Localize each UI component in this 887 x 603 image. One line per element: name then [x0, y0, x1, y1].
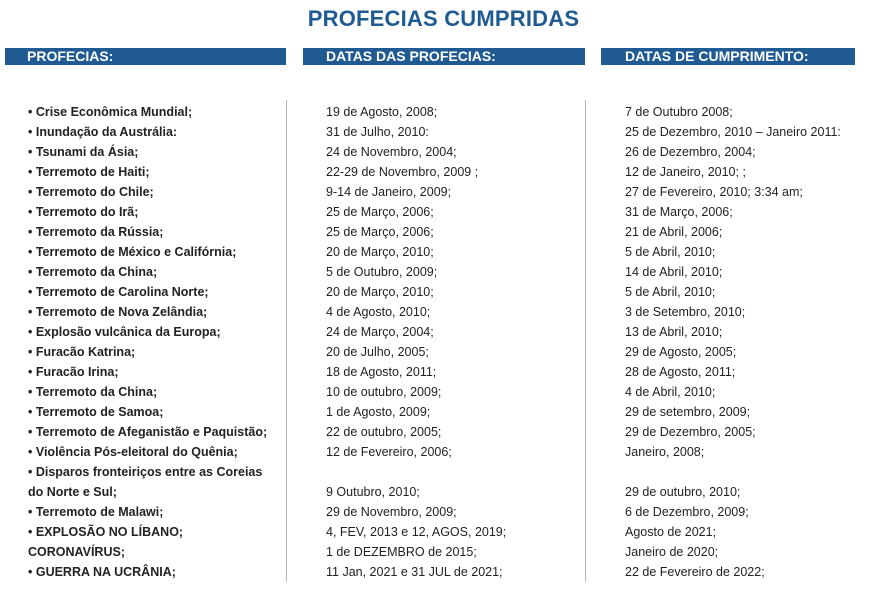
prophecy-date-cell: 24 de Novembro, 2004;	[326, 145, 457, 159]
prophecy-date-cell: 20 de Março, 2010;	[326, 285, 434, 299]
prophecy-cell: • Furacão Katrina;	[28, 345, 136, 359]
prophecy-date-cell: 18 de Agosto, 2011;	[326, 365, 437, 379]
header-profecias: PROFECIAS:	[5, 48, 286, 65]
prophecy-cell: • Terremoto de México e Califórnia;	[28, 245, 237, 259]
fulfillment-date-cell: 26 de Dezembro, 2004;	[625, 145, 756, 159]
prophecy-cell: • Terremoto de Haiti;	[28, 165, 150, 179]
prophecy-date-cell: 5 de Outubro, 2009;	[326, 265, 438, 279]
prophecy-cell: • Crise Econômica Mundial;	[28, 105, 193, 119]
fulfillment-date-cell: 7 de Outubro 2008;	[625, 105, 733, 119]
fulfillment-date-cell: Janeiro de 2020;	[625, 545, 719, 559]
fulfillment-date-cell: 25 de Dezembro, 2010 – Janeiro 2011:	[625, 125, 841, 139]
prophecy-date-cell	[326, 462, 506, 482]
prophecy-date-cell: 11 Jan, 2021 e 31 JUL de 2021;	[326, 565, 503, 579]
fulfillment-date-cell: 3 de Setembro, 2010;	[625, 305, 746, 319]
prophecy-date-cell: 20 de Julho, 2005;	[326, 345, 429, 359]
prophecy-date-cell: 9-14 de Janeiro, 2009;	[326, 185, 452, 199]
fulfillment-date-cell: 12 de Janeiro, 2010; ;	[625, 165, 746, 179]
prophecy-cell: • EXPLOSÃO NO LÍBANO;	[28, 525, 184, 539]
prophecy-date-cell: 1 de Agosto, 2009;	[326, 405, 431, 419]
prophecy-date-cell: 10 de outubro, 2009;	[326, 385, 442, 399]
fulfillment-date-cell: 28 de Agosto, 2011;	[625, 365, 736, 379]
fulfillment-date-cell: 29 de Agosto, 2005;	[625, 345, 737, 359]
column-datas-profecias	[326, 102, 506, 582]
page-title: PROFECIAS CUMPRIDAS	[307, 6, 580, 31]
prophecy-cell: • GUERRA NA UCRÂNIA;	[28, 565, 176, 579]
prophecy-cell: • Terremoto de Carolina Norte;	[28, 285, 209, 299]
fulfillment-date-cell: 5 de Abril, 2010;	[625, 285, 716, 299]
prophecy-date-cell: 4, FEV, 2013 e 12, AGOS, 2019;	[326, 525, 507, 539]
fulfillment-date-cell: Agosto de 2021;	[625, 525, 717, 539]
prophecy-cell: • Violência Pós-eleitoral do Quênia;	[28, 445, 238, 459]
fulfillment-date-cell: 31 de Março, 2006;	[625, 205, 733, 219]
prophecy-cell: CORONAVÍRUS;	[28, 545, 125, 559]
prophecy-cell: • Terremoto de Afeganistão e Paquistão;	[28, 425, 268, 439]
fulfillment-date-cell: 13 de Abril, 2010;	[625, 325, 723, 339]
prophecy-date-cell: 22 de outubro, 2005;	[326, 425, 442, 439]
prophecy-date-cell: 24 de Março, 2004;	[326, 325, 434, 339]
prophecy-cell: • Furacão Irina;	[28, 365, 119, 379]
fulfillment-date-cell: 29 de outubro, 2010;	[625, 485, 741, 499]
fulfillment-date-cell: 29 de setembro, 2009;	[625, 405, 751, 419]
column-divider	[585, 100, 586, 582]
prophecy-cell: • Inundação da Austrália:	[28, 125, 178, 139]
fulfillment-date-cell	[625, 462, 841, 482]
prophecy-date-cell: 12 de Fevereiro, 2006;	[326, 445, 452, 459]
prophecy-cell: do Norte e Sul;	[28, 485, 117, 499]
fulfillment-date-cell: Janeiro, 2008;	[625, 445, 705, 459]
prophecy-cell: • Tsunami da Ásia;	[28, 145, 139, 159]
fulfillment-date-cell: 29 de Dezembro, 2005;	[625, 425, 756, 439]
column-profecias	[28, 102, 267, 582]
fulfillment-date-cell: 27 de Fevereiro, 2010; 3:34 am;	[625, 185, 803, 199]
prophecy-cell: • Terremoto do Chile;	[28, 185, 154, 199]
prophecy-date-cell: 1 de DEZEMBRO de 2015;	[326, 545, 477, 559]
prophecy-cell: • Terremoto da China;	[28, 385, 158, 399]
header-datas-cumprimento: DATAS DE CUMPRIMENTO:	[601, 48, 855, 65]
fulfillment-date-cell: 14 de Abril, 2010;	[625, 265, 723, 279]
prophecy-date-cell: 22-29 de Novembro, 2009 ;	[326, 165, 479, 179]
header-datas-profecias: DATAS DAS PROFECIAS:	[303, 48, 585, 65]
fulfillment-date-cell: 6 de Dezembro, 2009;	[625, 505, 749, 519]
prophecy-date-cell: 19 de Agosto, 2008;	[326, 105, 438, 119]
column-divider	[286, 100, 287, 582]
fulfillment-date-cell: 21 de Abril, 2006;	[625, 225, 723, 239]
prophecy-date-cell: 29 de Novembro, 2009;	[326, 505, 457, 519]
prophecy-date-cell: 31 de Julho, 2010:	[326, 125, 429, 139]
prophecy-cell: • Terremoto de Nova Zelândia;	[28, 305, 208, 319]
fulfillment-date-cell: 4 de Abril, 2010;	[625, 385, 716, 399]
fulfillment-date-cell: 22 de Fevereiro de 2022;	[625, 565, 765, 579]
prophecy-date-cell: 25 de Março, 2006;	[326, 225, 434, 239]
prophecy-cell: • Terremoto de Malawi;	[28, 505, 164, 519]
prophecy-date-cell: 25 de Março, 2006;	[326, 205, 434, 219]
fulfillment-date-cell: 5 de Abril, 2010;	[625, 245, 716, 259]
prophecy-cell: • Terremoto do Irã;	[28, 205, 139, 219]
prophecy-cell: • Terremoto de Samoa;	[28, 405, 164, 419]
prophecy-date-cell: 9 Outubro, 2010;	[326, 485, 420, 499]
prophecy-cell: • Explosão vulcânica da Europa;	[28, 325, 221, 339]
prophecy-cell: • Terremoto da Rússia;	[28, 225, 164, 239]
prophecy-date-cell: 20 de Março, 2010;	[326, 245, 434, 259]
prophecy-cell: • Terremoto da China;	[28, 265, 158, 279]
prophecy-date-cell: 4 de Agosto, 2010;	[326, 305, 431, 319]
prophecy-cell: • Disparos fronteiriços entre as Coreias	[28, 465, 263, 479]
column-datas-cumprimento	[625, 102, 841, 582]
